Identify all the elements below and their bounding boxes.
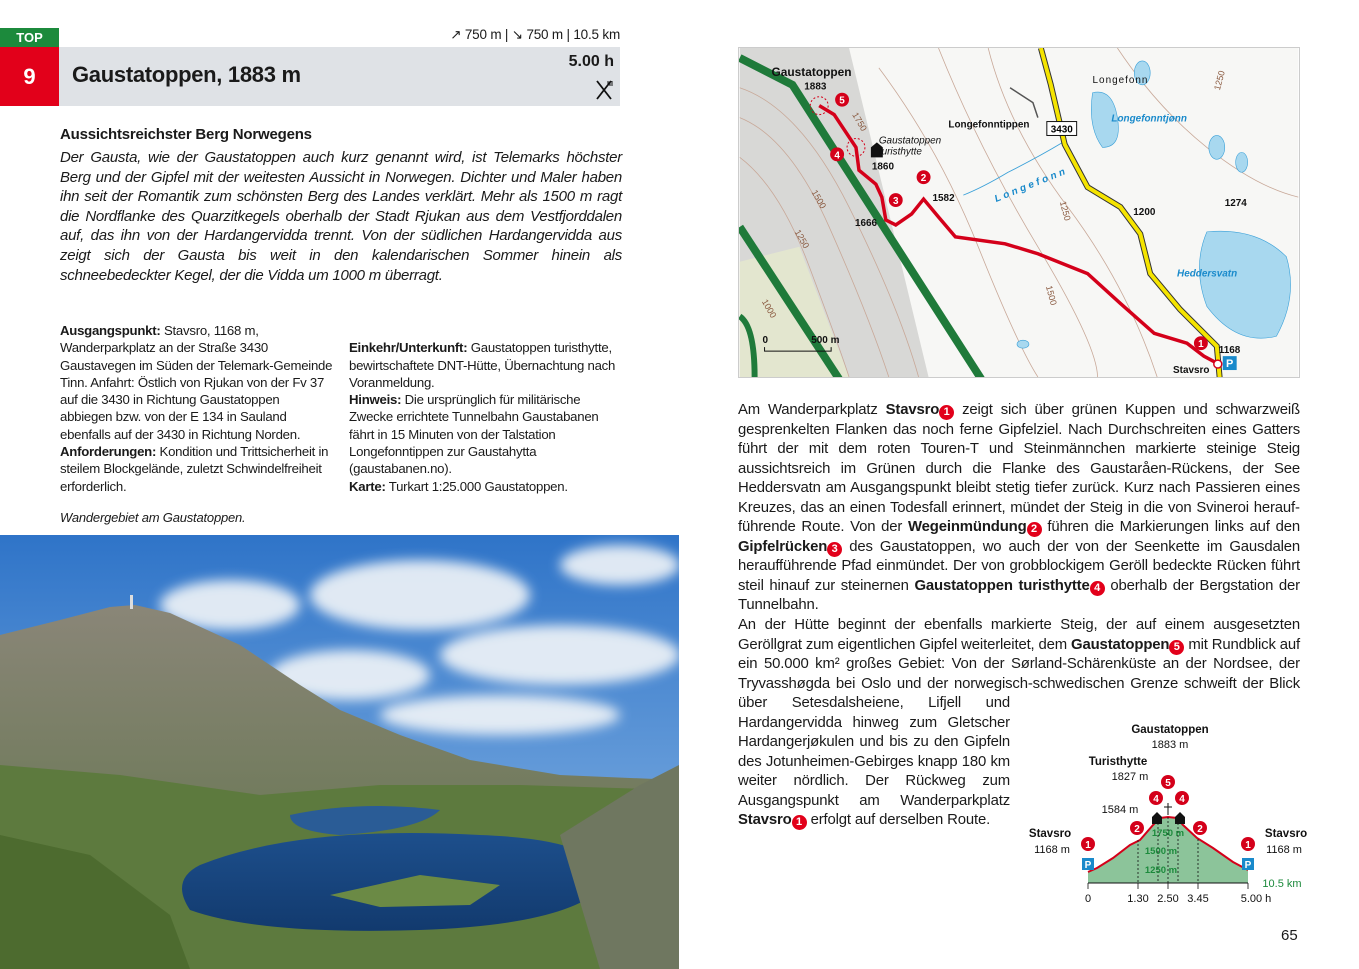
scale-500: 500 m bbox=[811, 335, 840, 347]
profile-marker-2: 2 bbox=[1134, 824, 1140, 835]
profile-marker-4: 4 bbox=[1153, 794, 1159, 805]
profile-start-right: Stavsro bbox=[1264, 828, 1308, 840]
time-tick: 2.50 bbox=[1157, 893, 1179, 905]
tour-duration: 5.00 h bbox=[568, 53, 614, 70]
map-summit: Gaustatoppen bbox=[771, 64, 852, 79]
waypoint-marker: 4 bbox=[1090, 581, 1105, 596]
start-label: Ausgangspunkt: bbox=[60, 323, 161, 338]
map-marker-5: 5 bbox=[839, 95, 845, 107]
start-text: Stavsro, 1168 m, Wanderparkplatz an der Straße 3430 Gaustavegen im Süden der Telemark-Gemeinde Tinn. Anfahrt: Östlich von Rjukan von der Fv 37 auf die 3430 in Richtung Gaustatoppen abbiegen bzw. von der E 134 in Sauland ebenfalls auf der 3430 in Richtung Norden. bbox=[60, 323, 333, 442]
profile-hut-elev: 1827 m bbox=[1111, 771, 1149, 783]
page-number: 65 bbox=[1281, 927, 1298, 944]
map-start: Stavsro bbox=[1173, 365, 1210, 377]
time-tick: 5.00 h bbox=[1240, 893, 1272, 905]
profile-start-left-elev: 1168 m bbox=[1034, 844, 1070, 856]
map-hut-name-2: turisthytte bbox=[878, 146, 922, 158]
map-hut-elev: 1860 bbox=[871, 161, 894, 173]
body-text: Am Wanderparkplatz bbox=[738, 402, 886, 418]
profile-marker-5: 5 bbox=[1165, 778, 1171, 789]
profile-parking: P bbox=[1084, 860, 1092, 871]
body-text: erfolgt auf derselben Route. bbox=[806, 812, 991, 829]
paragraph bbox=[738, 401, 1300, 616]
intro-text: Der Gausta, wie der Gaustatoppen auch kurz genannt wird, ist Telemarks höchster Berg und der Gipfel mit der weitesten Aussicht in Norwegen. Dichter und Maler haben ihn seit der Romantik zum schönsten Berg des Landes verklärt. Mehr als 1500 m ragt die Nordflanke des Quarzitkegels oberhalb der Stadt Rjukan aus dem Vestfjorddalen auf, das ihn von der Hardangervidda trennt. Von der südlichen Hardangervidda aus zeigt sich der Gausta bis weit in den kalendarischen Sommer hinein als schneebedeckter Kegel, der die Vidda um 1000 m überragt. bbox=[60, 149, 622, 284]
map-stream: Longefonn bbox=[993, 165, 1070, 205]
top-badge: TOP bbox=[0, 28, 59, 47]
profile-junction-elev: 1584 m bbox=[1101, 804, 1139, 816]
map-label: Karte: bbox=[349, 478, 386, 494]
contour-label: 1500 bbox=[809, 188, 829, 211]
map-text: Turkart 1:25.000 Gaustatoppen. bbox=[385, 478, 568, 494]
waypoint-marker: 1 bbox=[939, 405, 954, 420]
info-column-left bbox=[60, 322, 335, 495]
profile-marker-1: 1 bbox=[1245, 840, 1251, 851]
profile-summit-name: Gaustatoppen bbox=[1131, 724, 1209, 736]
profile-marker-2: 2 bbox=[1197, 824, 1203, 835]
profile-parking: P bbox=[1244, 860, 1252, 871]
page-title: Gaustatoppen, 1883 m bbox=[72, 62, 301, 87]
contour-label: 1000 bbox=[759, 297, 779, 320]
requirements-label: Anforderungen: bbox=[60, 444, 157, 460]
waypoint-marker: 3 bbox=[827, 542, 842, 557]
profile-start-right-elev: 1168 m bbox=[1266, 844, 1302, 856]
map-marker-4: 4 bbox=[834, 150, 840, 162]
map-hut-name-1: Gaustatoppen bbox=[878, 135, 942, 147]
body-text: An der Hütte beginnt der ebenfalls markierte Steig, der auf einem ausgesetzten Geröllgrat zum eigentlichen Gipfel weiterleitet, dem bbox=[738, 617, 1300, 653]
requirements-text: Kondition und Trittsicherheit in steilem Blockgelände, zuletzt Schwindelfreiheit erforderlich. bbox=[60, 444, 329, 494]
map-place: Longefonn bbox=[1092, 74, 1149, 86]
profile-hut-name: Turisthytte bbox=[1088, 756, 1148, 768]
route-map[interactable] bbox=[738, 47, 1300, 378]
profile-marker-4: 4 bbox=[1179, 794, 1185, 805]
map-junction-elev: 1582 bbox=[932, 193, 955, 205]
bold-place-name: Gipfelrücken bbox=[738, 538, 828, 555]
body-text: zeigt sich über grünen Kuppen und schwarzweiß gesprenkelten Flanken das noch ferne Gipfelziel. Nach Durchschreiten eines Gatters führt der mit dem roten Touren-T und Steinmännchen markierte steinige Steig aussichtsreich im Grünen durch die Flanke des Gaustaråen-Rückens, der See Heddersvatn am Ausgangspunkt bleibt stetig tiefer zurück. Kurz nach Passieren eines Kreuzes, das an einen Todesfall erinnert, mündet der Steig in die von Svineroi heraufführende Route. Von der bbox=[738, 402, 1300, 536]
landscape-photo bbox=[0, 535, 679, 969]
contour-label: 1250 bbox=[792, 227, 812, 251]
fork-knife-icon bbox=[594, 79, 614, 101]
time-tick: 0 bbox=[1084, 893, 1092, 905]
body-text: oberhalb der Bergstation der Tunnelbahn. bbox=[738, 577, 1300, 614]
profile-marker-1: 1 bbox=[1085, 840, 1091, 851]
photo-caption: Wandergebiet am Gaustatoppen. bbox=[60, 510, 246, 525]
waypoint-marker: 1 bbox=[792, 815, 807, 830]
map-parking: P bbox=[1226, 358, 1234, 371]
body-text: führen die Markierungen links auf den bbox=[1041, 519, 1300, 536]
hut-text: Gaustatoppen turisthytte, bewirtschaftete DNT-Hütte, Übernachtung nach Voranmeldung. bbox=[349, 340, 616, 390]
hut-icon bbox=[1175, 812, 1185, 824]
bold-place-name: Wegeinmündung bbox=[908, 519, 1027, 536]
subtitle: Aussichtsreichster Berg Norwegens bbox=[60, 126, 312, 143]
waypoint-marker: 2 bbox=[1027, 522, 1042, 537]
bold-place-name: Gaustatoppen turisthytte bbox=[914, 577, 1090, 594]
contour-label: 1750 bbox=[850, 110, 869, 133]
time-tick: 3.45 bbox=[1187, 893, 1209, 905]
distance-label: 10.5 km bbox=[1262, 878, 1302, 890]
contour-label: 1250 bbox=[1057, 199, 1073, 222]
map-spot-1200: 1200 bbox=[1133, 206, 1156, 218]
tour-stats: ↗ 750 m | ↘ 750 m | 10.5 km bbox=[450, 27, 620, 42]
bold-place-name: Stavsro bbox=[885, 402, 940, 418]
elev-line-label: 1750 m bbox=[1151, 828, 1185, 839]
map-marker-3: 3 bbox=[892, 196, 899, 208]
map-summit-elev: 1883 bbox=[804, 81, 827, 93]
note-label: Hinweis: bbox=[349, 392, 402, 408]
map-start-elev: 1168 bbox=[1218, 345, 1241, 357]
elevation-profile bbox=[1020, 715, 1320, 910]
summit-cross-icon bbox=[1164, 803, 1172, 815]
profile-start-left: Stavsro bbox=[1028, 828, 1072, 840]
waypoint-marker: 5 bbox=[1169, 640, 1184, 655]
elev-line-label: 1250 m bbox=[1144, 865, 1178, 876]
contour-label: 1250 bbox=[1212, 69, 1227, 92]
note-text: Die ursprünglich für militärische Zwecke errichtete Tunnelbahn Gaustabanen fährt in 15 Minuten von der Talstation Longefonntippen zur Gaustahytta (gaustabanen.no). bbox=[349, 392, 599, 477]
bold-place-name: Gaustatoppen bbox=[1071, 636, 1170, 653]
info-column-right bbox=[349, 322, 624, 495]
scale-zero: 0 bbox=[762, 335, 769, 347]
tour-number: 9 bbox=[0, 47, 59, 106]
map-lake-2: Heddersvatn bbox=[1177, 268, 1238, 280]
contour-label: 1500 bbox=[1043, 284, 1059, 307]
map-spot-1274: 1274 bbox=[1224, 198, 1247, 210]
body-text: mit Rundblick auf ein 50.000 km² großes Gebiet: Von der Sørland-Schärenküste an der Nordsee, der Tryvasshøgda bei Oslo und der norwegisch-schwedischen Grenze schweift der Blick über Setesdalsheiene, Lifjell und Hardangervidda hinweg zum Gletscher Hardangerjøkulen und bis zu den Gipfeln des Jotunheimen-Gebirges knapp 180 km weiter nördlich. Der Rückweg zum Ausgangspunkt am Wanderparkplatz bbox=[738, 636, 1301, 809]
map-station: Longefonntippen bbox=[948, 119, 1030, 131]
map-marker-2: 2 bbox=[920, 173, 927, 185]
time-tick: 1.30 bbox=[1127, 893, 1149, 905]
map-lake-1: Longefonntjønn bbox=[1111, 113, 1187, 125]
map-ridge-elev: 1666 bbox=[854, 217, 878, 229]
bold-place-name: Stavsro bbox=[738, 812, 792, 829]
map-marker-1: 1 bbox=[1198, 339, 1204, 351]
body-text: des Gaustatoppen, wo auch der von der Seenkette im Gausdalen heraufführende Pfad einmündet. Der von grobblockigem Geröll bedeckte Rücken führt steil hinauf zur steinernen bbox=[738, 538, 1300, 594]
hut-icon bbox=[1152, 812, 1162, 824]
elev-line-label: 1500 m bbox=[1144, 846, 1178, 857]
road-number: 3430 bbox=[1050, 124, 1073, 136]
profile-summit-elev: 1883 m bbox=[1151, 739, 1189, 751]
hut-label: Einkehr/Unterkunft: bbox=[349, 340, 468, 356]
